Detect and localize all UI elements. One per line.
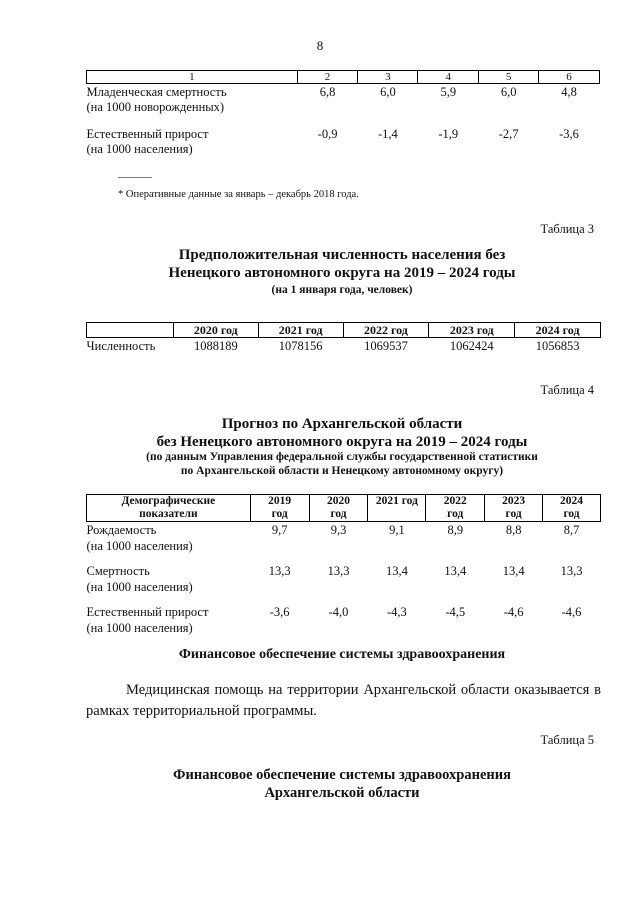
table-4-subtitle: (по данным Управления федеральной службы государственной статистики по Архангельской области и Ненецкому автономному округу) <box>146 451 538 477</box>
table-header-row <box>87 495 601 522</box>
table-row <box>87 338 601 355</box>
header-year: 2022 год <box>426 495 485 522</box>
header-empty-cell <box>87 323 174 338</box>
cell-value: 1062424 <box>449 339 494 353</box>
header-year: 2023 год <box>429 323 515 338</box>
cell-value: 1056853 <box>535 339 580 353</box>
row-label: Естественный прирост (на 1000 населения) <box>86 605 209 635</box>
header-year: 2021 год <box>258 323 343 338</box>
header-year: 2022 год <box>343 323 429 338</box>
column-number: 2 <box>297 71 358 84</box>
header-indicators: Демографические показатели <box>87 495 251 522</box>
cell-value: 13,4 <box>444 564 467 578</box>
header-year: 2024 год <box>515 323 601 338</box>
footnote: * Оперативные данные за январь – декабрь 2018 года. <box>118 189 359 200</box>
row-label: Младенческая смертность (на 1000 новорожденных) <box>86 85 227 114</box>
header-year: 2020 год <box>173 323 258 338</box>
cell-value: -4,3 <box>386 605 407 619</box>
table-header-row <box>87 71 600 84</box>
page-number: 8 <box>316 38 324 53</box>
cell-value: 5,9 <box>440 85 457 99</box>
cell-value: 9,7 <box>271 523 288 537</box>
body-paragraph: Медицинская помощь на территории Архангельской области оказывается в рамках территориальной программы. <box>86 682 601 719</box>
cell-value: -1,4 <box>378 127 398 141</box>
cell-value: 4,8 <box>561 85 577 99</box>
table-row <box>87 522 601 555</box>
forecast-table <box>86 494 601 636</box>
cell-value: 1078156 <box>278 339 323 353</box>
header-year: 2019 год <box>250 495 309 522</box>
row-label: Естественный прирост (на 1000 населения) <box>86 127 209 156</box>
cell-value: 8,9 <box>447 523 464 537</box>
table-3-title: Предположительная численность населения без Ненецкого автономного округа на 2019 – 2024 годы <box>168 247 516 281</box>
cell-value: -1,9 <box>438 127 459 141</box>
row-label: Рождаемость (на 1000 населения) <box>86 523 193 553</box>
column-number: 3 <box>358 71 418 84</box>
cell-value: 8,8 <box>505 523 522 537</box>
column-number: 4 <box>418 71 479 84</box>
cell-value: -3,6 <box>559 127 579 141</box>
cell-value: 6,0 <box>500 85 517 99</box>
cell-value: 6,8 <box>319 85 336 99</box>
section-heading: Финансовое обеспечение системы здравоохранения <box>178 647 506 662</box>
cell-value: -0,9 <box>317 127 338 141</box>
table-3-subtitle: (на 1 января года, человек) <box>271 284 413 296</box>
table-4-label: Таблица 4 <box>540 383 594 397</box>
cell-value: 13,3 <box>268 564 291 578</box>
cell-value: 13,3 <box>560 564 583 578</box>
table-2-continuation <box>86 70 600 157</box>
table-5-label: Таблица 5 <box>540 733 594 747</box>
column-number: 1 <box>87 71 298 84</box>
header-year: 2024 год <box>543 495 601 522</box>
cell-value: 9,3 <box>330 523 347 537</box>
cell-value: 6,0 <box>380 85 396 99</box>
cell-value: -2,7 <box>498 127 519 141</box>
table-3-label: Таблица 3 <box>540 222 594 236</box>
cell-value: 1088189 <box>193 339 238 353</box>
row-label: Смертность (на 1000 населения) <box>86 564 193 594</box>
footnote-divider <box>118 177 152 178</box>
cell-value: 13,4 <box>502 564 525 578</box>
cell-value: -4,5 <box>445 605 466 619</box>
cell-value: 13,4 <box>385 564 408 578</box>
cell-value: 9,1 <box>389 523 405 537</box>
table-4-title: Прогноз по Архангельской области без Ненецкого автономного округа на 2019 – 2024 годы <box>156 416 528 450</box>
population-table <box>86 322 601 354</box>
cell-value: 8,7 <box>563 523 580 537</box>
header-year: 2021 год <box>368 495 426 522</box>
row-label: Численность <box>86 339 156 353</box>
header-year: 2020 год <box>309 495 368 522</box>
table-header-row <box>87 323 601 338</box>
header-year: 2023 год <box>485 495 543 522</box>
cell-value: -4,6 <box>503 605 524 619</box>
cell-value: -4,6 <box>561 605 582 619</box>
table-5-title: Финансовое обеспечение системы здравоохранения Архангельской области <box>173 767 511 801</box>
cell-value: 13,3 <box>327 564 350 578</box>
column-number: 6 <box>539 71 600 84</box>
cell-value: 1069537 <box>364 339 408 353</box>
cell-value: -4,0 <box>328 605 349 619</box>
table-row <box>87 604 601 636</box>
table-row <box>87 563 601 595</box>
table-row <box>87 126 600 157</box>
table-row <box>87 84 600 116</box>
cell-value: -3,6 <box>269 605 290 619</box>
column-number: 5 <box>479 71 539 84</box>
